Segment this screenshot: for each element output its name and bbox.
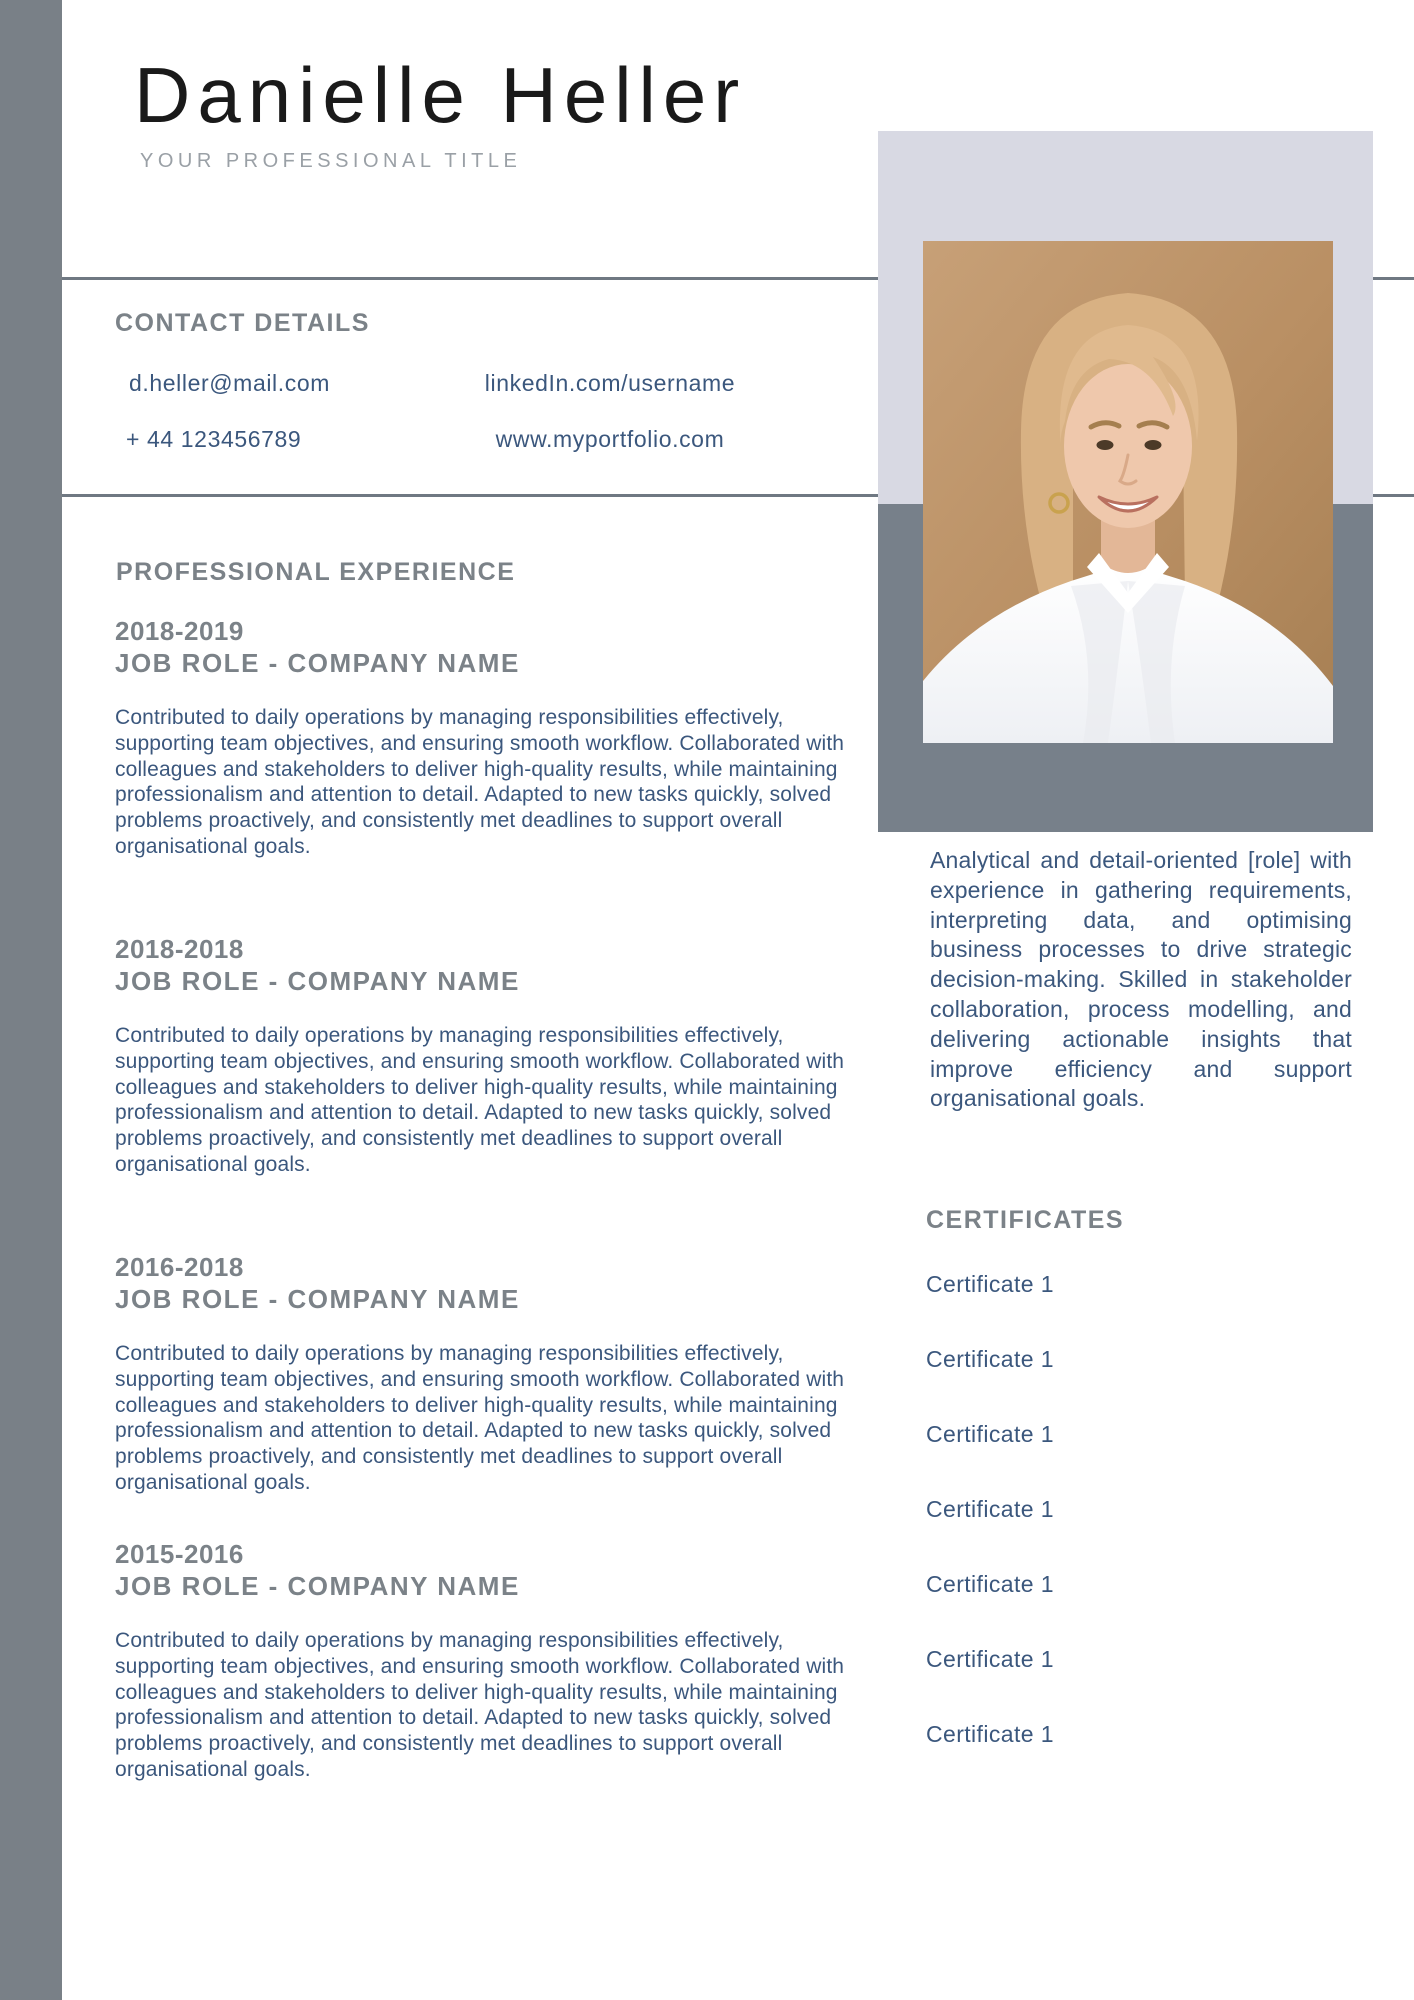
entry-dates: 2018-2018 bbox=[115, 934, 244, 964]
entry-dates: 2015-2016 bbox=[115, 1539, 244, 1569]
entry-description: Contributed to daily operations by managing responsibilities effectively, supporting team objectives, and ensuring smooth workflow. Collaborated with colleagues and stakeholders to deliver high-quality results, while maintaining professionalism and attention to detail. Adapted to new tasks quickly, solved problems proactively, and consistently met deadlines to support overall organisational goals. bbox=[115, 706, 845, 858]
contact-website: www.myportfolio.com bbox=[495, 426, 725, 452]
experience-entry bbox=[115, 615, 845, 860]
entry-role: JOB ROLE - COMPANY NAME bbox=[115, 1284, 520, 1314]
certificate-item: Certificate 1 bbox=[926, 1721, 1054, 1747]
contact-phone: + 44 123456789 bbox=[126, 426, 302, 452]
experience-entry bbox=[115, 933, 845, 1178]
experience-entry bbox=[115, 1538, 845, 1783]
summary-paragraph: Analytical and detail-oriented [role] with experience in gathering requirements, interpreting data, and optimising business processes to drive strategic decision-making. Skilled in stakeholder collaboration, process modelling, and delivering actionable insights that improve efficiency and support organisational goals. bbox=[930, 847, 1352, 1112]
certificate-list bbox=[926, 1270, 1346, 1795]
certificate-item: Certificate 1 bbox=[926, 1496, 1054, 1522]
candidate-name: Danielle Heller bbox=[134, 51, 747, 139]
entry-description: Contributed to daily operations by managing responsibilities effectively, supporting team objectives, and ensuring smooth workflow. Collaborated with colleagues and stakeholders to deliver high-quality results, while maintaining professionalism and attention to detail. Adapted to new tasks quickly, solved problems proactively, and consistently met deadlines to support overall organisational goals. bbox=[115, 1024, 845, 1176]
entry-role: JOB ROLE - COMPANY NAME bbox=[115, 966, 520, 996]
experience-entry bbox=[115, 1251, 845, 1496]
entry-description: Contributed to daily operations by managing responsibilities effectively, supporting team objectives, and ensuring smooth workflow. Collaborated with colleagues and stakeholders to deliver high-quality results, while maintaining professionalism and attention to detail. Adapted to new tasks quickly, solved problems proactively, and consistently met deadlines to support overall organisational goals. bbox=[115, 1629, 845, 1781]
left-sidebar-bar bbox=[0, 0, 62, 2000]
entry-role: JOB ROLE - COMPANY NAME bbox=[115, 1571, 520, 1601]
certificate-item: Certificate 1 bbox=[926, 1271, 1054, 1297]
certificates-heading: CERTIFICATES bbox=[926, 1206, 1125, 1234]
certificate-item: Certificate 1 bbox=[926, 1646, 1054, 1672]
entry-role: JOB ROLE - COMPANY NAME bbox=[115, 648, 520, 678]
professional-title: YOUR PROFESSIONAL TITLE bbox=[140, 150, 522, 172]
entry-dates: 2016-2018 bbox=[115, 1252, 244, 1282]
profile-photo bbox=[923, 241, 1333, 743]
contact-details-heading: CONTACT DETAILS bbox=[115, 309, 370, 337]
certificate-item: Certificate 1 bbox=[926, 1571, 1054, 1597]
entry-description: Contributed to daily operations by managing responsibilities effectively, supporting team objectives, and ensuring smooth workflow. Collaborated with colleagues and stakeholders to deliver high-quality results, while maintaining professionalism and attention to detail. Adapted to new tasks quickly, solved problems proactively, and consistently met deadlines to support overall organisational goals. bbox=[115, 1342, 845, 1494]
certificate-item: Certificate 1 bbox=[926, 1346, 1054, 1372]
contact-email: d.heller@mail.com bbox=[129, 370, 330, 396]
certificate-item: Certificate 1 bbox=[926, 1421, 1054, 1447]
contact-linkedin: linkedIn.com/username bbox=[484, 370, 736, 396]
professional-experience-heading: PROFESSIONAL EXPERIENCE bbox=[116, 558, 516, 586]
entry-dates: 2018-2019 bbox=[115, 616, 244, 646]
